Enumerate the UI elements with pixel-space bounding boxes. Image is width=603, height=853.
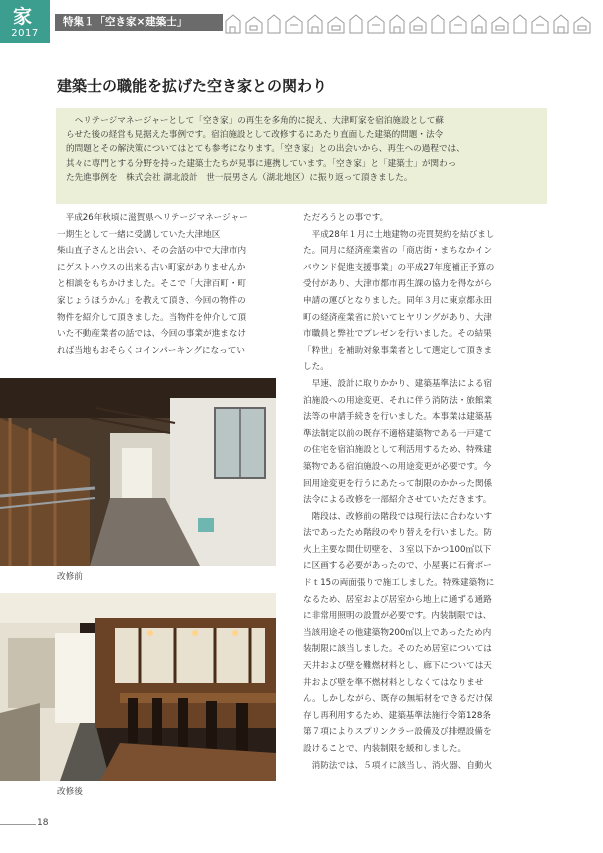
text-line: 受付があり、大津市都市再生課の協力を得ながら xyxy=(303,279,493,290)
text-line: 第７項によりスプリンクラー設備及び排煙設備を xyxy=(303,727,492,738)
text-line: 回用途変更を行うにあたって制限のかかった関係 xyxy=(303,478,493,489)
text-line: の住宅を宿泊施設として利活用するため、特殊建 xyxy=(303,445,492,456)
text-line: 存し再利用するため、建築基準法施行令第128条 xyxy=(303,710,491,721)
section-label: 特集１「空き家×建築士」 xyxy=(55,14,223,31)
text-line: 設けることで、内装制限を緩和しました。 xyxy=(303,744,467,754)
text-line: 物件を紹介して頂きました。当物件を仲介して頂 xyxy=(57,312,247,323)
text-line: 法等の申請手続きを行いました。本事業は建築基 xyxy=(303,412,493,423)
text-line: 「粋世」を補助対象事業者として選定して頂きま xyxy=(303,345,493,356)
photo-after xyxy=(0,593,276,781)
intro-box xyxy=(56,108,547,204)
text-line: 市職員と弊社でプレゼンを行いました。その結果 xyxy=(303,329,492,340)
intro-text xyxy=(66,114,539,185)
photo-before xyxy=(0,378,276,566)
text-line: 其々に専門とする分野を持った建築士たちが見事に連携しています。「空き家」と「建築士」が関わっ xyxy=(66,158,457,169)
text-line: 天井および壁を難燃材料とし、廊下については天 xyxy=(303,661,492,672)
text-line: に区画する必要があったので、小屋裏に石膏ボー xyxy=(303,561,492,572)
text-line: 平成28年１月に土地建物の売買契約を結びまし xyxy=(311,229,495,240)
year-label: 2017 xyxy=(11,28,39,39)
text-line: 当該用途その他建築物200㎡以上であったため内 xyxy=(303,627,492,638)
paragraph-3 xyxy=(303,376,549,509)
text-line: にゲストハウスの出来る古い町家がありませんか xyxy=(57,262,246,273)
logo-icon: 家 xyxy=(13,6,33,28)
paragraph-2 xyxy=(303,227,549,376)
text-line: 的問題とその解決策についてはとても参考になります。「空き家」との出会いから、再生への過程では、 xyxy=(66,144,465,155)
text-line: ヘリテージマネージャーとして「空き家」の再生を多角的に捉え、大津町家を宿泊施設として蘇 xyxy=(74,116,444,126)
article-title: 建築士の職能を拡げた空き家との関わり xyxy=(57,77,328,95)
house-pattern-icon xyxy=(224,12,594,34)
text-line: 早速、設計に取りかかり、建築基準法による宿 xyxy=(311,378,493,389)
text-line: 申請の運びとなりました。同年３月に東京都永田 xyxy=(303,295,493,306)
text-line: 火上主要な間仕切壁を、３室以下かつ100㎡以下 xyxy=(303,544,492,555)
body-column-left xyxy=(57,210,275,359)
paragraph-5: 消防法では、５項イに該当し、消火器、自動火 xyxy=(311,760,493,771)
paragraph-1 xyxy=(57,210,275,359)
text-line: バウンド促進支援事業」の平成27年度補正予算の xyxy=(303,262,495,273)
text-line: 柴山直子さんと出会い、その会話の中で大津市内 xyxy=(57,246,247,257)
text-line: た先進事例を 株式会社 湖北設計 世一辰男さん（湖北地区）に振り返って頂きました。 xyxy=(66,172,413,183)
text-line: 階段は、改修前の階段では現行法に合わないす xyxy=(311,511,493,522)
page-number: 18 xyxy=(37,818,49,828)
paragraph-4 xyxy=(303,509,549,758)
text-line: 法令による改修を一部紹介させていただきます。 xyxy=(303,495,492,506)
text-line: 井および壁を準不燃材料としなくてはなりませ xyxy=(303,677,484,688)
text-line: なるため、居室および居室から地上に通ずる通路 xyxy=(303,594,492,605)
text-line: 築物である宿泊施設への用途変更が必要です。今 xyxy=(303,461,492,472)
text-line: いた不動産業者の話では、今回の事業が進まなけ xyxy=(57,329,247,340)
text-line: 法であったため階段のやり替えを行いました。防 xyxy=(303,528,492,539)
body-column-right xyxy=(303,210,549,774)
paragraph-1-continued: ただろうとの事です。 xyxy=(303,213,389,223)
text-line: 家じょうほうかん」を教えて頂き、今回の物件の xyxy=(57,295,246,306)
text-line: と相談をもちかけました。そこで「大津百町・町 xyxy=(57,279,247,290)
text-line: 準法制定以前の既存不適格建築物である一戸建て xyxy=(303,428,493,439)
text-line: れば当地もおそらくコインパーキングになってい xyxy=(57,345,245,356)
text-line: ん。しかしながら、既存の無垢材をできるだけ保 xyxy=(303,694,493,705)
text-line: した。 xyxy=(303,362,329,373)
text-line: 泊施設への用途変更、それに伴う消防法・旅館業 xyxy=(303,395,493,406)
text-line: ドｔ15の両面張りで施工しました。特殊建築物に xyxy=(303,578,495,589)
year-badge xyxy=(0,0,50,43)
text-line: 装制限に該当しました。そのため居室については xyxy=(303,644,492,655)
text-line: た。同月に経済産業省の「商店街・まちなかイン xyxy=(303,246,493,257)
text-line: 平成26年秋頃に滋賀県ヘリテージマネージャー xyxy=(65,213,248,223)
text-line: 一期生として一緒に受講していた大津地区 xyxy=(57,229,221,240)
photo-before-caption: 改修前 xyxy=(57,572,83,582)
text-line: らせた後の経営も見据えた事例です。宿泊施設として改修するにあたり直面した建築的問題・法令 xyxy=(66,130,444,141)
photo-after-caption: 改修後 xyxy=(57,787,83,797)
text-line: 町の経済産業省に於いてヒヤリングがあり、大津 xyxy=(303,312,492,323)
footer-rule xyxy=(0,824,36,825)
text-line: に非常用照明の設置が必要です。内装制限では、 xyxy=(303,611,492,622)
